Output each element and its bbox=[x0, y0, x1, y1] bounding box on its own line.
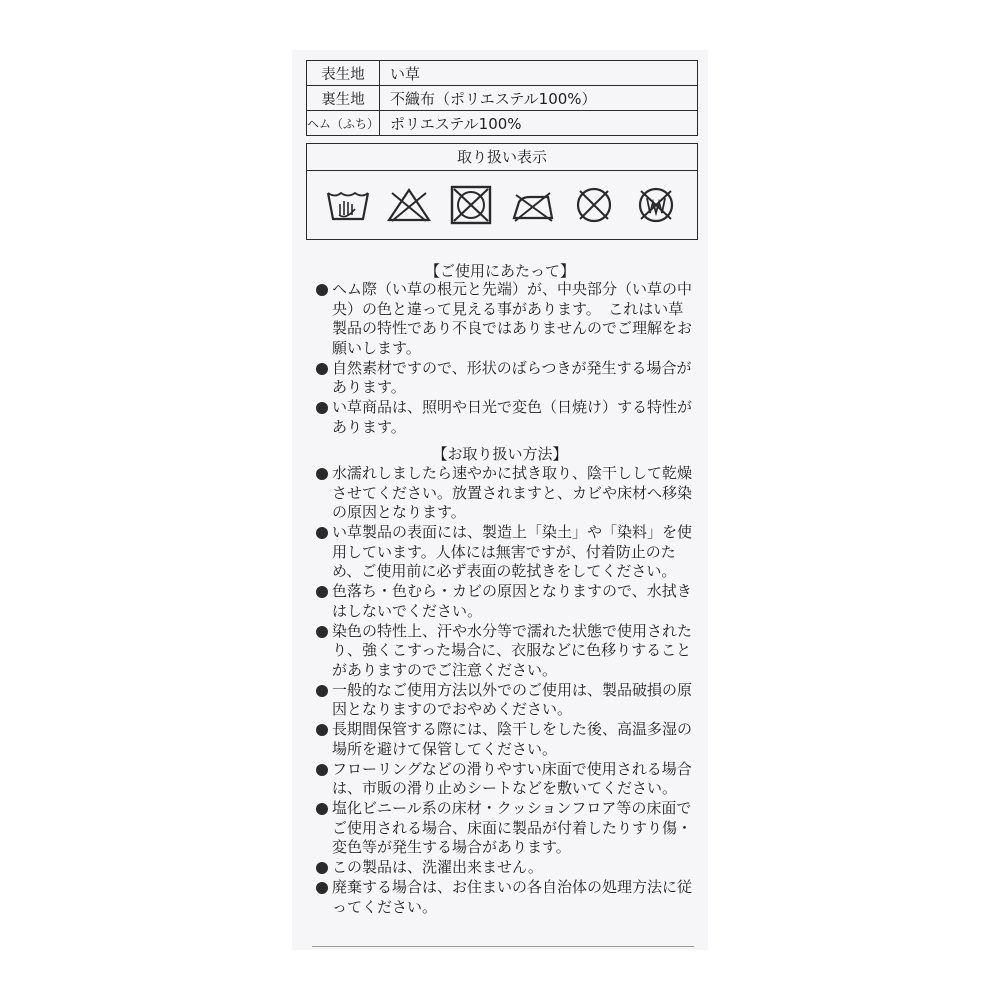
note-text: 自然素材ですので、形状のばらつきが発生する場合があります。 bbox=[332, 358, 692, 396]
handling-notes bbox=[316, 464, 696, 918]
note-text: 水濡れしましたら速やかに拭き取り、陰干しして乾燥させてください。放置されますと、カビや床材へ移染の原因となります。 bbox=[332, 464, 693, 521]
note-text: 色落ち・色むら・カビの原因となりますので、水拭きはしないでください。 bbox=[332, 582, 692, 620]
no-iron-icon bbox=[510, 185, 556, 225]
list-item bbox=[316, 681, 696, 720]
no-wet-clean-icon bbox=[633, 185, 679, 225]
hand-wash-icon bbox=[325, 185, 371, 225]
bullet-icon bbox=[316, 586, 328, 598]
spec-key: ヘム（ふち） bbox=[307, 111, 380, 136]
care-label-box bbox=[306, 143, 698, 240]
spec-value: 不織布（ポリエステル100%） bbox=[380, 86, 698, 111]
spec-row-face bbox=[307, 61, 698, 86]
note-text: 塩化ビニール系の床材・クッションフロア等の床面でご使用される場合、床面に製品が付着したりすり傷・変色等が発生する場合があります。 bbox=[332, 799, 693, 856]
spec-value: い草 bbox=[380, 61, 698, 86]
list-item bbox=[316, 523, 696, 582]
spec-row-hem bbox=[307, 111, 698, 136]
list-item bbox=[316, 398, 696, 437]
list-item bbox=[316, 760, 696, 799]
no-tumble-dry-icon bbox=[448, 185, 494, 225]
list-item bbox=[316, 280, 696, 358]
list-item bbox=[316, 858, 696, 878]
care-symbols bbox=[307, 171, 697, 239]
list-item bbox=[316, 582, 696, 621]
note-text: い草製品の表面には、製造上「染土」や「染料」を使用しています。人体には無害ですが、付着防止のため、ご使用前に必ず表面の乾拭きをしてください。 bbox=[332, 523, 693, 580]
spec-value: ポリエステル100% bbox=[380, 111, 698, 136]
bullet-icon bbox=[316, 527, 328, 539]
bullet-icon bbox=[316, 402, 328, 414]
usage-heading: 【ご使用にあたって】 bbox=[424, 262, 575, 280]
note-text: い草商品は、照明や日光で変色（日焼け）する特性があります。 bbox=[332, 398, 693, 436]
spec-key: 裏生地 bbox=[307, 86, 380, 111]
note-text: 長期間保管する際には、陰干しをした後、高温多湿の場所を避けて保管してください。 bbox=[332, 720, 693, 758]
note-text: フローリングなどの滑りやすい床面で使用される場合は、市販の滑り止めシートなどを敷いてください。 bbox=[332, 759, 692, 797]
care-title: 取り扱い表示 bbox=[307, 144, 697, 171]
list-item bbox=[316, 878, 696, 917]
note-text: ヘム際（い草の根元と先端）が、中央部分（い草の中央）の色と違って見える事があります。 これはい草製品の特性であり不良ではありませんのでご理解をお願いします。 bbox=[332, 280, 693, 357]
note-text: 廃棄する場合は、お住まいの各自治体の処理方法に従ってください。 bbox=[332, 878, 693, 916]
bullet-icon bbox=[316, 724, 328, 736]
bullet-icon bbox=[316, 764, 328, 776]
bottom-divider bbox=[312, 946, 694, 947]
no-dry-clean-icon bbox=[571, 185, 617, 225]
list-item bbox=[316, 799, 696, 858]
list-item bbox=[316, 359, 696, 398]
bullet-icon bbox=[316, 284, 328, 296]
note-text: 一般的なご使用方法以外でのご使用は、製品破損の原因となりますのでおやめください。 bbox=[332, 680, 693, 718]
bullet-icon bbox=[316, 626, 328, 638]
note-text: この製品は、洗濯出来ません。 bbox=[332, 858, 543, 876]
no-bleach-icon bbox=[386, 185, 432, 225]
list-item bbox=[316, 464, 696, 523]
material-spec-table bbox=[306, 60, 698, 136]
list-item bbox=[316, 622, 696, 681]
bullet-icon bbox=[316, 468, 328, 480]
spec-key: 表生地 bbox=[307, 61, 380, 86]
usage-notes bbox=[316, 280, 696, 438]
list-item bbox=[316, 720, 696, 759]
bullet-icon bbox=[316, 363, 328, 375]
bullet-icon bbox=[316, 862, 328, 874]
handling-heading: 【お取り扱い方法】 bbox=[432, 445, 568, 463]
spec-row-back bbox=[307, 86, 698, 111]
bullet-icon bbox=[316, 882, 328, 894]
bullet-icon bbox=[316, 803, 328, 815]
bullet-icon bbox=[316, 685, 328, 697]
note-text: 染色の特性上、汗や水分等で濡れた状態で使用されたり、強くこすった場合に、衣服などに色移りすることがありますのでご注意ください。 bbox=[332, 621, 693, 679]
